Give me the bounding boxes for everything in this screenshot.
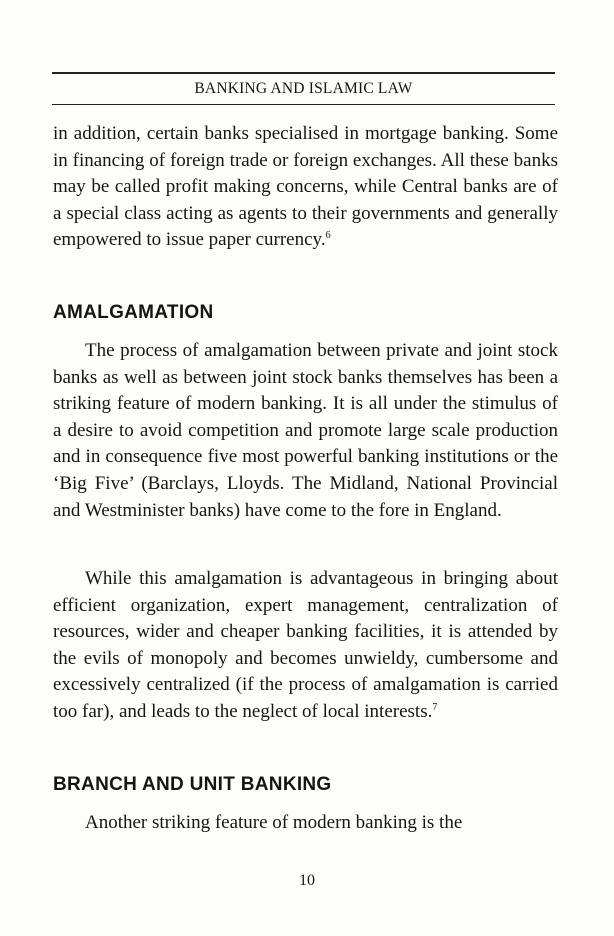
section-heading-amalgamation: AMALGAMATION [53,302,214,323]
footnote-marker: 6 [325,230,331,242]
paragraph-text: While this amalgamation is advantageous in bringing about efficient organization, expert management, centralization of resources, wider and cheaper banking facilities, it is attended by the evils of monopoly and becomes unwieldy, cumbersome and excessively centralized (if the process of amalgamation is carried too far), and leads to the neglect of local interests. [53,568,558,722]
header-rule-top [52,72,555,74]
paragraph-text: in addition, certain banks specialised in mortgage banking. Some in financing of foreign trade or foreign exchanges. All these banks may be called profit making concerns, while Central banks are of a special class acting as agents to their governments and generally empowered to issue paper currency. [53,123,558,251]
running-header: BANKING AND ISLAMIC LAW [194,80,413,97]
paragraph-intro-continued [53,121,558,254]
section-heading-branch-unit-banking: BRANCH AND UNIT BANKING [53,774,332,795]
paragraph-text: The process of amalgamation between private and joint stock banks as well as between joint stock banks themselves has been a striking feature of modern banking. It is all under the stimulus of a desire to avoid competition and promote large scale production and in consequence five most powerful banking institutions or the ‘Big Five’ (Barclays, Lloyds. The Midland, National Provincial and Westminister banks) have come to the fore in England. [53,340,558,521]
paragraph-amalgamation-2 [53,566,558,726]
paragraph-text: Another striking feature of modern banking is the [85,812,463,833]
page-number: 10 [299,872,315,889]
footnote-marker: 7 [432,701,438,713]
paragraph-amalgamation-1 [53,338,558,524]
paragraph-branch-unit [53,810,558,837]
header-rule-bottom [52,104,555,105]
